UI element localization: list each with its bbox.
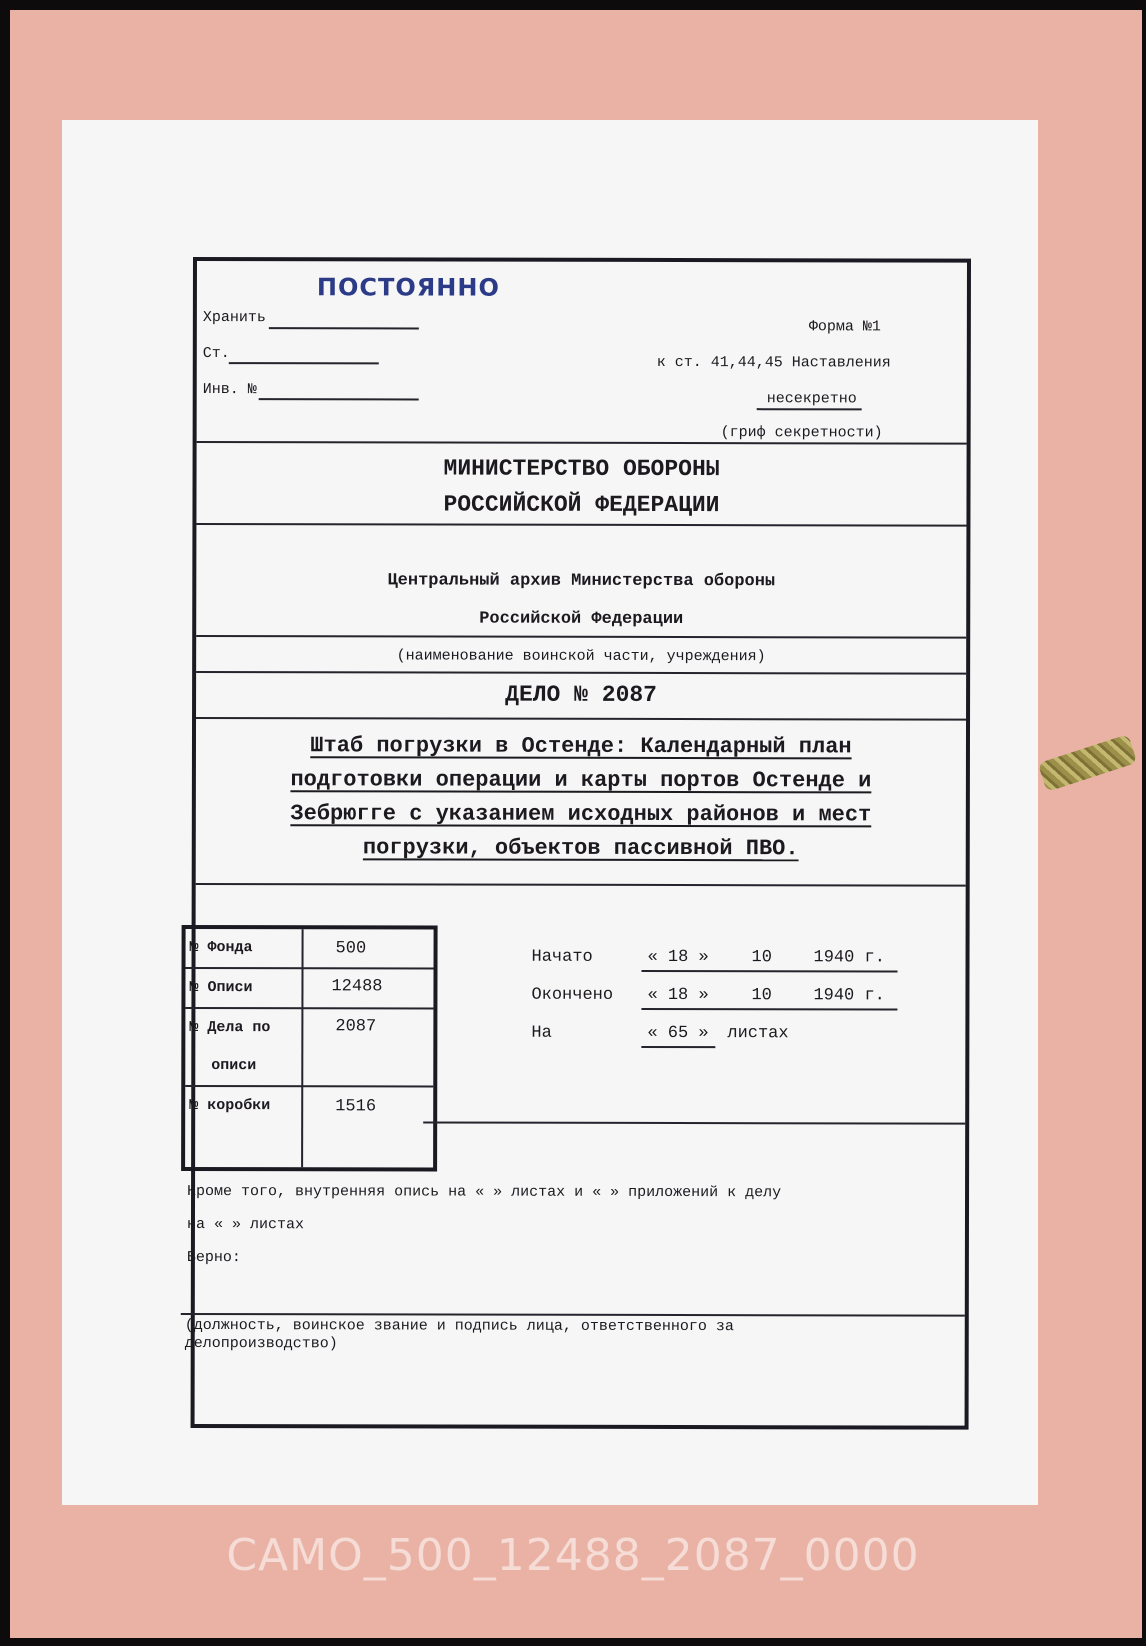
registry-value-opis: 12488 <box>331 977 383 997</box>
registry-row-divider <box>185 1085 433 1088</box>
registry-value-fond: 500 <box>335 939 367 959</box>
classification-value: несекретно <box>766 390 857 408</box>
divider <box>196 635 966 639</box>
started-month: 10 <box>751 948 772 968</box>
keep-underline <box>269 327 419 329</box>
divider <box>423 1121 965 1124</box>
divider <box>196 883 966 887</box>
case-description-line-2: подготовки операции и карты портов Остенде и <box>290 767 872 794</box>
started-year: 1940 г. <box>813 948 885 968</box>
registry-value-box: 1516 <box>335 1097 377 1117</box>
st-underline <box>229 362 379 364</box>
signature-line <box>181 1313 965 1317</box>
started-day: « 18 » <box>647 947 709 968</box>
archive-line-1: Центральный архив Министерства обороны <box>387 571 776 592</box>
divider <box>197 441 967 445</box>
form-number: Форма №1 <box>808 318 881 336</box>
inv-underline <box>259 398 419 400</box>
registry-column-divider <box>301 929 303 1167</box>
inventory-note-line-1: Кроме того, внутренняя опись на « » листах и « » приложений к делу <box>187 1182 782 1202</box>
ministry-line-1: МИНИСТЕРСТВО ОБОРОНЫ <box>443 455 720 483</box>
classification-underline <box>757 408 862 410</box>
divider <box>196 717 966 721</box>
archive-caption: (наименование воинской части, учреждения) <box>396 647 766 666</box>
registry-table <box>181 925 438 1172</box>
classification-caption: (гриф секретности) <box>720 424 883 442</box>
divider <box>196 523 966 527</box>
registry-value-delo: 2087 <box>335 1017 377 1037</box>
registry-row-divider <box>186 967 434 970</box>
archive-watermark: CAMO_500_12488_2087_0000 <box>226 1530 920 1581</box>
archive-line-2: Российской Федерации <box>479 609 684 630</box>
ended-month: 10 <box>751 986 772 1006</box>
divider <box>196 671 966 675</box>
permanent-stamp: ПОСТОЯННО <box>316 273 500 302</box>
ministry-line-2: РОССИЙСКОЙ ФЕДЕРАЦИИ <box>443 491 720 519</box>
registry-label-delo: № Дела по <box>189 1018 271 1037</box>
sheets-count: « 65 » <box>647 1023 709 1044</box>
case-description-line-4: погрузки, объектов пассивной ПВО. <box>362 835 799 862</box>
sheets-underline <box>641 1046 715 1048</box>
keep-label: Хранить <box>202 309 266 327</box>
form-frame <box>184 257 971 1430</box>
signature-caption-line-2: делопроизводство) <box>184 1334 338 1353</box>
signature-caption-line-1: (должность, воинское звание и подпись лица, ответственного за <box>184 1316 734 1336</box>
verified-label: Верно: <box>186 1248 241 1267</box>
inventory-note-line-2: на « » листах <box>186 1215 305 1234</box>
started-label: Начато <box>531 947 593 967</box>
case-title: ДЕЛО № 2087 <box>505 681 658 708</box>
started-underline <box>642 970 898 972</box>
ended-label: Окончено <box>531 985 614 1005</box>
ended-underline <box>641 1008 897 1010</box>
st-label: Ст. <box>202 345 230 363</box>
inv-label: Инв. № <box>202 381 257 399</box>
registry-label-fond: № Фонда <box>189 938 253 957</box>
case-description-line-3: Зебрюгге с указанием исходных районов и мест <box>290 801 872 828</box>
registry-label-box: № коробки <box>189 1096 271 1115</box>
ended-day: « 18 » <box>647 985 709 1006</box>
registry-row-divider <box>185 1007 433 1010</box>
case-description-line-1: Штаб погрузки в Остенде: Календарный план <box>310 733 852 760</box>
ended-year: 1940 г. <box>813 986 885 1006</box>
article-reference: к ст. 41,44,45 Наставления <box>656 353 891 372</box>
registry-label-opis: № Описи <box>189 978 253 997</box>
registry-label-delo-cont: описи <box>211 1057 257 1075</box>
sheets-on-label: На <box>531 1023 552 1043</box>
sheets-label: листах <box>727 1024 789 1044</box>
